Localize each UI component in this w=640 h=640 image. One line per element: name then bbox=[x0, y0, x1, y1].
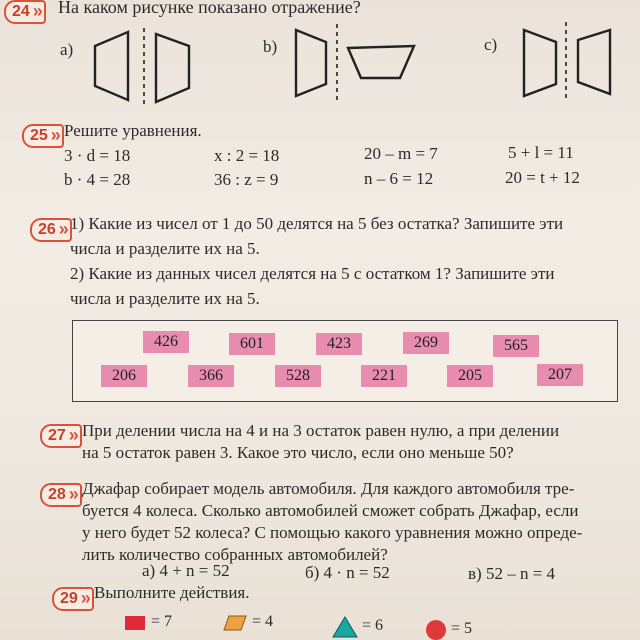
legend-value: = 5 bbox=[451, 620, 473, 637]
number-card: 601 bbox=[229, 333, 275, 355]
task-27-line: При делении числа на 4 и на 3 остаток равен нулю, а при делении bbox=[82, 421, 560, 440]
task-29-title: Выполните действия. bbox=[94, 583, 250, 602]
option-a-label: a) bbox=[60, 40, 74, 59]
number-card: 207 bbox=[537, 364, 583, 386]
number-card: 565 bbox=[493, 335, 539, 357]
equation: 3 · d = 18 bbox=[64, 146, 131, 165]
figure-a-right bbox=[156, 34, 189, 102]
legend-value: = 4 bbox=[252, 613, 274, 630]
equation: 5 + l = 11 bbox=[508, 143, 574, 162]
task-26-line: числа и разделите их на 5. bbox=[70, 289, 260, 308]
number-card: 221 bbox=[361, 365, 407, 387]
task-28-line: лить количество собранных автомобилей? bbox=[82, 545, 388, 564]
legend-value: = 6 bbox=[362, 617, 384, 634]
option-b-label: b) bbox=[263, 37, 278, 56]
task-27-badge: 27 » bbox=[40, 424, 82, 448]
task-25-title: Решите уравнения. bbox=[64, 121, 202, 140]
task-26-line: числа и разделите их на 5. bbox=[70, 239, 260, 258]
task-29-badge: 29 » bbox=[52, 587, 94, 611]
orange-parallelogram-icon bbox=[223, 615, 247, 631]
equation: x : 2 = 18 bbox=[214, 146, 280, 165]
number-card: 423 bbox=[316, 333, 362, 355]
task-28-badge: 28 » bbox=[40, 483, 82, 507]
legend-value: = 7 bbox=[151, 613, 173, 630]
answer-option-c: в) 52 – n = 4 bbox=[468, 564, 556, 583]
equation: 20 = t + 12 bbox=[505, 168, 580, 187]
task-25-badge: 25 » bbox=[22, 124, 64, 148]
task-24-badge: 24 » bbox=[4, 0, 46, 24]
figure-b-left bbox=[296, 30, 326, 96]
figure-c-left bbox=[524, 30, 556, 96]
number-card: 206 bbox=[101, 365, 147, 387]
task-28-line: у него будет 52 колеса? С помощью какого уравнения можно опреде- bbox=[82, 523, 583, 542]
number-card: 366 bbox=[188, 365, 234, 387]
figure-a-left bbox=[95, 32, 128, 100]
figure-c-right bbox=[578, 30, 610, 94]
figure-b-right bbox=[348, 46, 414, 78]
red-circle-icon bbox=[426, 620, 446, 640]
reflection-figures bbox=[0, 0, 640, 120]
equation: 20 – m = 7 bbox=[364, 144, 438, 163]
red-square-icon bbox=[125, 616, 145, 630]
task-24-question: На каком рисунке показано отражение? bbox=[58, 0, 361, 17]
task-26-badge: 26 » bbox=[30, 218, 72, 242]
equation: n – 6 = 12 bbox=[364, 169, 434, 188]
equation: b · 4 = 28 bbox=[64, 170, 131, 189]
answer-option-b: б) 4 · n = 52 bbox=[305, 563, 390, 582]
numbers-box bbox=[72, 320, 618, 402]
equation: 36 : z = 9 bbox=[214, 170, 279, 189]
answer-option-a: а) 4 + n = 52 bbox=[142, 561, 230, 580]
option-c-label: c) bbox=[484, 35, 498, 54]
number-card: 205 bbox=[447, 365, 493, 387]
task-28-line: буется 4 колеса. Сколько автомобилей сможет собрать Джафар, если bbox=[82, 501, 579, 520]
number-card: 528 bbox=[275, 365, 321, 387]
task-27-line: на 5 остаток равен 3. Какое это число, если оно меньше 50? bbox=[82, 443, 514, 462]
task-26-line: 2) Какие из данных чисел делятся на 5 с остатком 1? Запишите эти bbox=[70, 264, 555, 283]
task-26-line: 1) Какие из чисел от 1 до 50 делятся на 5 без остатка? Запишите эти bbox=[70, 214, 564, 233]
teal-triangle-icon bbox=[332, 616, 358, 638]
task-28-line: Джафар собирает модель автомобиля. Для каждого автомобиля тре- bbox=[82, 479, 575, 498]
number-card: 269 bbox=[403, 332, 449, 354]
number-card: 426 bbox=[143, 331, 189, 353]
